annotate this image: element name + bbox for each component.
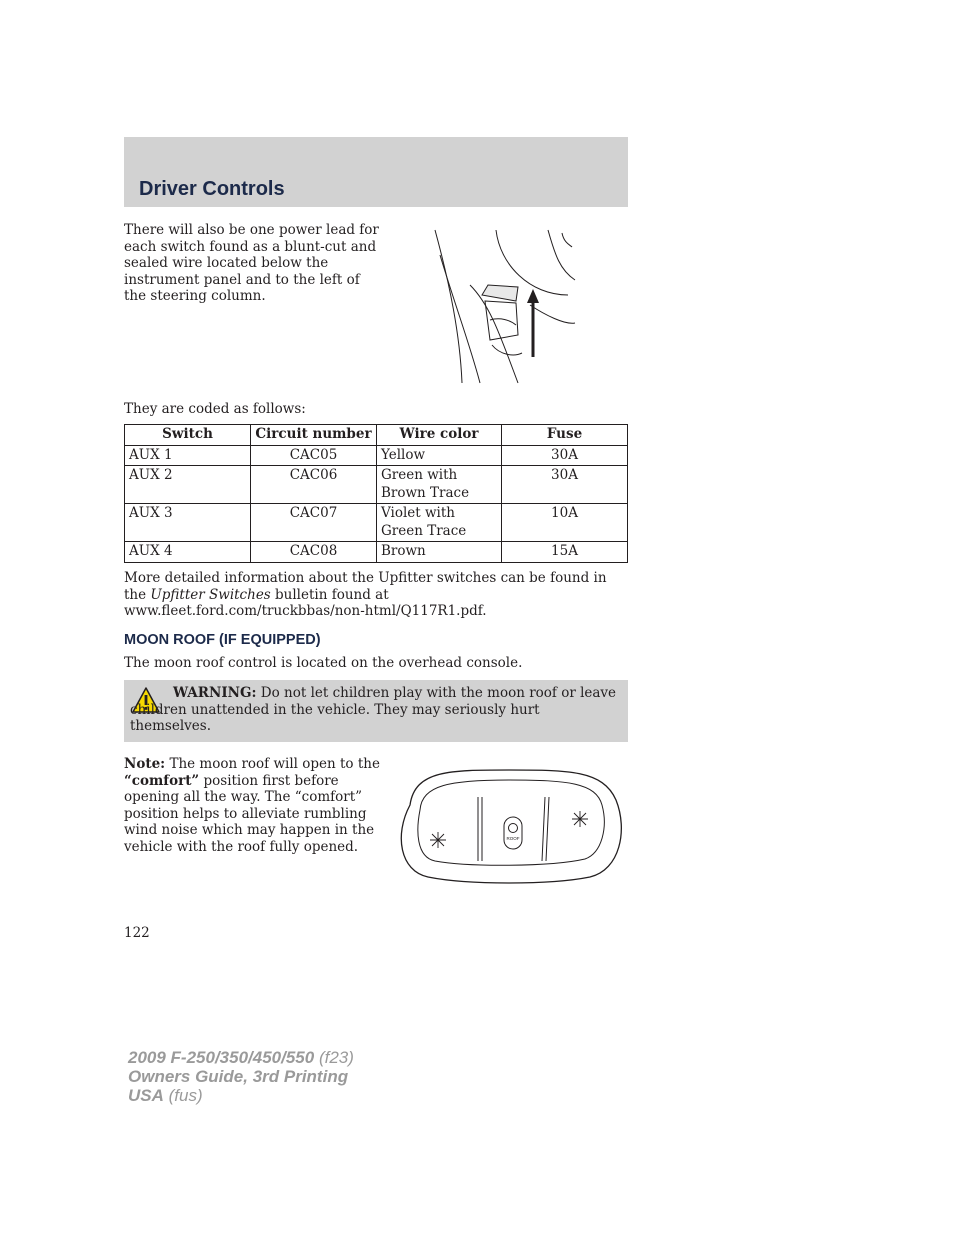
note-paragraph — [124, 756, 382, 855]
coded-intro-text: They are coded as follows: — [124, 401, 306, 417]
table-row — [125, 445, 628, 466]
fuse-cell: 15A — [502, 542, 628, 563]
more-info-text: More detailed information about the Upfitter switches can be found in the — [124, 570, 607, 603]
wire-color-cell: Brown — [377, 542, 502, 563]
footer-market: USA — [128, 1086, 164, 1105]
table-row — [125, 542, 628, 563]
column-header: Fuse — [502, 425, 628, 446]
warning-box — [124, 680, 628, 742]
wire-color-cell: Violet with Green Trace — [377, 504, 502, 542]
circuit-cell: CAC07 — [251, 504, 377, 542]
wire-color-cell: Yellow — [377, 445, 502, 466]
roof-button-label: ROOF — [506, 836, 520, 841]
table-header-row — [125, 425, 628, 446]
column-header: Wire color — [377, 425, 502, 446]
circuit-cell: CAC08 — [251, 542, 377, 563]
note-text-continued: position first before opening all the way. The “comfort” position helps to alleviate rumbling wind noise which may happen in the vehicle with the roof fully opened. — [124, 772, 375, 855]
comfort-term: “comfort” — [124, 772, 200, 789]
column-header: Switch — [125, 425, 251, 446]
footer-model-code: (f23) — [314, 1048, 354, 1067]
warning-message: Do not let children play with the moon roof or leave children unattended in the vehicle. They may seriously hurt themselves. — [130, 685, 617, 734]
footer-market-code: (fus) — [163, 1086, 203, 1105]
switch-cell: AUX 4 — [125, 542, 251, 563]
overhead-console-illustration — [390, 765, 628, 890]
section-header-band — [124, 137, 628, 207]
note-label: Note: — [124, 756, 166, 772]
table-row — [125, 504, 628, 542]
moon-roof-paragraph: The moon roof control is located on the overhead console. — [124, 655, 523, 671]
page-number: 122 — [124, 925, 150, 941]
footer-model: 2009 F-250/350/450/550 — [128, 1048, 315, 1067]
fuse-cell: 30A — [502, 466, 628, 504]
wire-code-table — [124, 424, 628, 563]
switch-cell: AUX 1 — [125, 445, 251, 466]
warning-text — [130, 685, 624, 735]
section-title: Driver Controls — [139, 178, 285, 200]
more-info-paragraph — [124, 570, 628, 620]
note-text: The moon roof will open to the — [165, 756, 380, 772]
switch-cell: AUX 2 — [125, 466, 251, 504]
switch-cell: AUX 3 — [125, 504, 251, 542]
footer-line — [128, 1048, 354, 1067]
table-row — [125, 466, 628, 504]
footer-line: Owners Guide, 3rd Printing — [128, 1067, 349, 1086]
fuse-cell: 30A — [502, 445, 628, 466]
column-header: Circuit number — [251, 425, 377, 446]
footer-line — [128, 1086, 354, 1105]
intro-paragraph: There will also be one power lead for each switch found as a blunt-cut and sealed wire located below the instrument panel and to the left of the steering column. — [124, 222, 379, 304]
document-footer — [128, 1048, 354, 1105]
warning-label: WARNING: — [173, 685, 257, 701]
moon-roof-heading: MOON ROOF (IF EQUIPPED) — [124, 632, 321, 648]
switch-wire-illustration — [430, 225, 580, 385]
bulletin-location: bulletin found at www.fleet.ford.com/truckbbas/non-html/Q117R1.pdf. — [124, 586, 487, 619]
wire-color-cell: Green with Brown Trace — [377, 466, 502, 504]
bulletin-title: Upfitter Switches — [150, 586, 271, 603]
circuit-cell: CAC05 — [251, 445, 377, 466]
circuit-cell: CAC06 — [251, 466, 377, 504]
fuse-cell: 10A — [502, 504, 628, 542]
